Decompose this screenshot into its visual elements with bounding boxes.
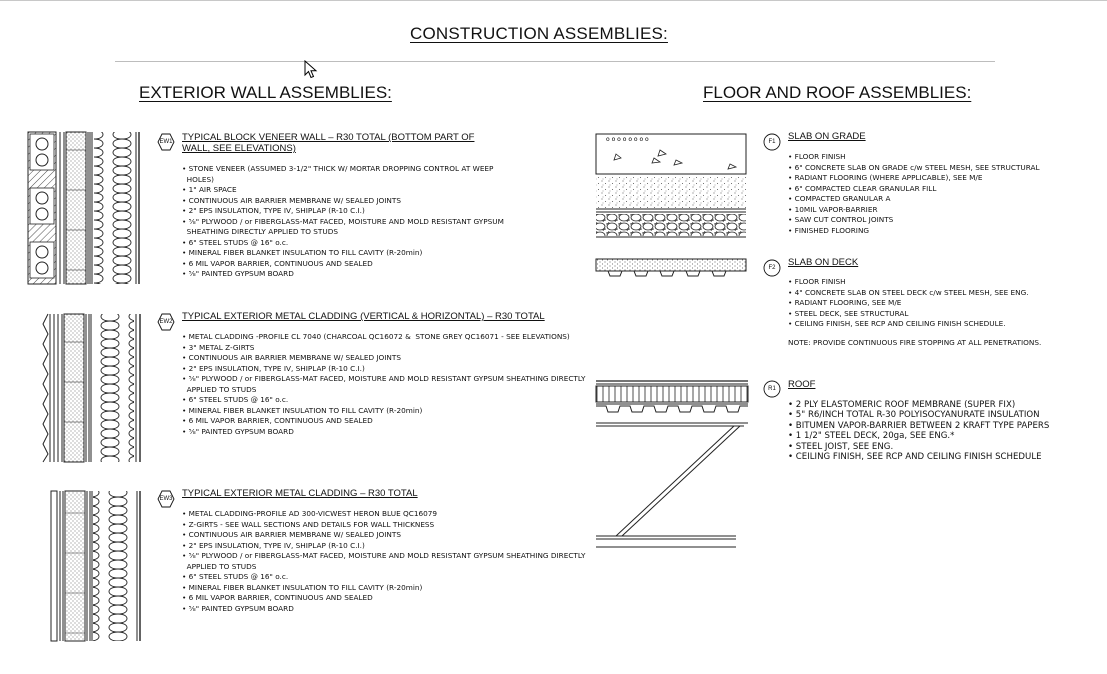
r1-spec-list: [788, 400, 1049, 462]
ew3-tag-label: EW3: [159, 496, 173, 502]
f2-section-drawing: [594, 257, 750, 279]
fire-stopping-note: NOTE: PROVIDE CONTINUOUS FIRE STOPPING AT ALL PENETRATIONS.: [788, 338, 1042, 347]
ew1-tag-label: EW1: [159, 139, 173, 145]
mouse-cursor-icon: [304, 60, 318, 80]
top-border: [0, 0, 1107, 1]
list-item: • 6" COMPACTED CLEAR GRANULAR FILL: [788, 183, 937, 193]
list-item: • RADIANT FLOORING, SEE M/E: [788, 298, 902, 307]
list-item: • METAL CLADDING-PROFILE AD 300-VICWEST HERON BLUE QC16079: [182, 509, 438, 518]
floor-roof-section-title: FLOOR AND ROOF ASSEMBLIES:: [703, 83, 972, 102]
list-item: • CONTINUOUS AIR BARRIER MEMBRANE W/ SEALED JOINTS: [182, 353, 401, 362]
ew3-title: [182, 488, 418, 499]
ew2-title: [182, 311, 545, 322]
list-item: • CEILING FINISH, SEE RCP AND CEILING FINISH SCHEDULE: [788, 452, 1042, 463]
ew3-spec-list: [182, 509, 585, 614]
list-item: • 6 MIL VAPOR BARRIER, CONTINUOUS AND SEALED: [182, 416, 373, 425]
ew1-title-line-2: WALL, SEE ELEVATIONS): [182, 143, 296, 154]
r1-section-drawing: [594, 378, 752, 552]
list-item: • ⅝" PLYWOOD / or FIBERGLASS-MAT FACED, MOISTURE AND MOLD RESISTANT GYPSUM SHEATHING DIRECTLY APPLIED TO STUDS: [182, 216, 504, 236]
ew3-tag: [157, 490, 175, 508]
list-item: • CONTINUOUS AIR BARRIER MEMBRANE W/ SEALED JOINTS: [182, 195, 401, 205]
f2-tag: [763, 259, 781, 277]
list-item: • ⅝" PLYWOOD / or FIBERGLASS-MAT FACED, MOISTURE AND MOLD RESISTANT GYPSUM SHEATHING DIRECTLY APPLIED TO STUDS: [182, 374, 586, 394]
exterior-wall-section-title: EXTERIOR WALL ASSEMBLIES:: [139, 83, 392, 102]
list-item: • 1 1/2" STEEL DECK, 20ga, SEE ENG.*: [788, 431, 955, 442]
list-item: • FINISHED FLOORING: [788, 225, 870, 235]
f1-section-drawing: [594, 132, 750, 240]
title-divider: [115, 61, 995, 62]
svg-text:o o o o o o o o: o o o o o o o o: [606, 136, 649, 143]
ew2-section-drawing: [40, 312, 144, 464]
list-item: • 6 MIL VAPOR BARRIER, CONTINUOUS AND SEALED: [182, 258, 373, 268]
list-item: • 10MIL VAPOR-BARRIER: [788, 204, 878, 214]
list-item: • CEILING FINISH, SEE RCP AND CEILING FINISH SCHEDULE.: [788, 319, 1006, 328]
list-item: • 3" METAL Z-GIRTS: [182, 342, 255, 352]
list-item: • 6" STEEL STUDS @ 16" o.c.: [182, 572, 289, 581]
ew1-section-drawing: [24, 130, 144, 286]
list-item: • STONE VENEER (ASSUMED 3-1/2" THICK W/ MORTAR DROPPING CONTROL AT WEEP HOLES): [182, 164, 494, 184]
list-item: • FLOOR FINISH: [788, 277, 846, 286]
list-item: • FLOOR FINISH: [788, 152, 846, 161]
ew1-title: [182, 132, 474, 154]
list-item: • STEEL JOIST, SEE ENG.: [788, 441, 894, 452]
list-item: • 2 PLY ELASTOMERIC ROOF MEMBRANE (SUPER FIX): [788, 400, 1016, 410]
page-title: CONSTRUCTION ASSEMBLIES:: [410, 24, 668, 43]
f1-title: SLAB ON GRADE: [788, 131, 866, 142]
list-item: • Z-GIRTS - SEE WALL SECTIONS AND DETAILS FOR WALL THICKNESS: [182, 519, 435, 529]
list-item: • STEEL DECK, SEE STRUCTURAL: [788, 308, 909, 318]
list-item: • 4" CONCRETE SLAB ON STEEL DECK c/w STEEL MESH, SEE ENG.: [788, 287, 1029, 297]
list-item: • 2" EPS INSULATION, TYPE IV, SHIPLAP (R-10 C.I.): [182, 206, 365, 215]
list-item: • MINERAL FIBER BLANKET INSULATION TO FILL CAVITY (R-20min): [182, 248, 423, 257]
f2-title: SLAB ON DECK: [788, 257, 859, 268]
ew1-title-line-1: TYPICAL BLOCK VENEER WALL – R30 TOTAL (BOTTOM PART OF: [182, 132, 475, 143]
list-item: • CONTINUOUS AIR BARRIER MEMBRANE W/ SEALED JOINTS: [182, 530, 401, 539]
list-item: • COMPACTED GRANULAR A: [788, 194, 891, 203]
r1-title: ROOF: [788, 379, 816, 390]
ew2-tag: [157, 313, 175, 331]
list-item: • BITUMEN VAPOR-BARRIER BETWEEN 2 KRAFT TYPE PAPERS: [788, 420, 1050, 431]
list-item: • ⅝" PAINTED GYPSUM BOARD: [182, 426, 294, 436]
list-item: • 1" AIR SPACE: [182, 185, 237, 194]
list-item: • ⅝" PAINTED GYPSUM BOARD: [182, 269, 294, 278]
list-item: • MINERAL FIBER BLANKET INSULATION TO FILL CAVITY (R-20min): [182, 405, 423, 415]
r1-tag: [763, 380, 781, 398]
ew1-tag: [157, 133, 175, 151]
list-item: • ⅝" PLYWOOD / or FIBERGLASS-MAT FACED, MOISTURE AND MOLD RESISTANT GYPSUM SHEATHING DIRECTLY APPLIED TO STUDS: [182, 551, 586, 571]
list-item: • METAL CLADDING -PROFILE CL 7040 (CHARCOAL QC16072 & STONE GREY QC16071 - SEE ELEVATIONS): [182, 332, 570, 341]
list-item: • 6" STEEL STUDS @ 16" o.c.: [182, 237, 289, 247]
list-item: • 6 MIL VAPOR BARRIER, CONTINUOUS AND SEALED: [182, 593, 373, 602]
list-item: • MINERAL FIBER BLANKET INSULATION TO FILL CAVITY (R-20min): [182, 582, 423, 592]
f1-tag-label: F1: [768, 139, 776, 145]
ew3-title-line-1: TYPICAL EXTERIOR METAL CLADDING – R30 TOTAL: [182, 488, 418, 499]
ew3-section-drawing: [48, 488, 144, 644]
ew2-tag-label: EW2: [159, 319, 173, 325]
list-item: • SAW CUT CONTROL JOINTS: [788, 215, 894, 224]
ew2-title-line-1: TYPICAL EXTERIOR METAL CLADDING (VERTICAL & HORIZONTAL) – R30 TOTAL: [182, 311, 545, 322]
f1-spec-list: [788, 152, 1040, 236]
f1-tag: [763, 133, 781, 151]
ew2-spec-list: [182, 332, 585, 437]
list-item: • 6" CONCRETE SLAB ON GRADE c/w STEEL MESH, SEE STRUCTURAL: [788, 162, 1040, 172]
list-item: • ⅝" PAINTED GYPSUM BOARD: [182, 603, 294, 613]
ew1-spec-list: [182, 164, 504, 280]
list-item: • 5" R6/INCH TOTAL R-30 POLYISOCYANURATE INSULATION: [788, 410, 1040, 421]
f2-tag-label: F2: [768, 265, 776, 271]
f2-spec-list: [788, 277, 1029, 330]
list-item: • 6" STEEL STUDS @ 16" o.c.: [182, 395, 289, 404]
list-item: • 2" EPS INSULATION, TYPE IV, SHIPLAP (R-10 C.I.): [182, 540, 365, 550]
list-item: • 2" EPS INSULATION, TYPE IV, SHIPLAP (R-10 C.I.): [182, 363, 365, 373]
r1-tag-label: R1: [768, 386, 776, 392]
list-item: • RADIANT FLOORING (WHERE APPLICABLE), SEE M/E: [788, 173, 983, 182]
